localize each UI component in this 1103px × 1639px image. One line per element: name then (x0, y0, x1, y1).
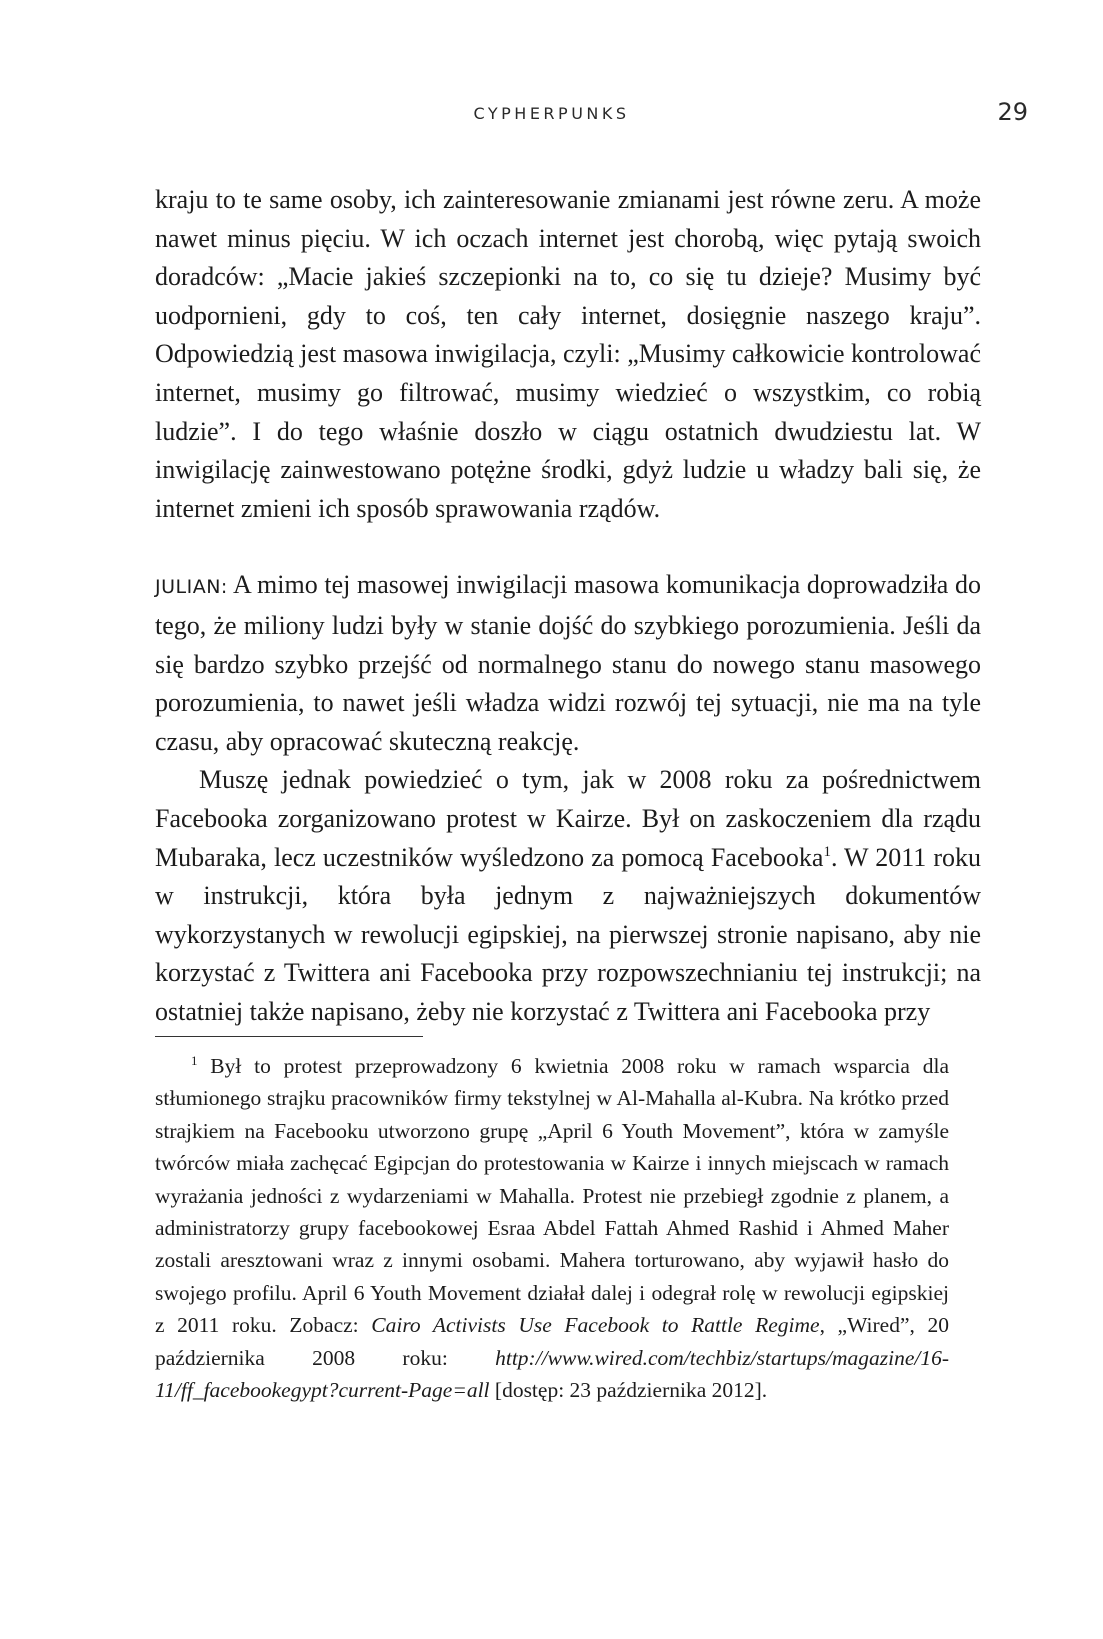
main-text (155, 181, 981, 1031)
footnote-url[interactable]: http://www.wired.com/techbiz/startups/magazine/16-11/ff_facebookegypt?current-Page=all (155, 1345, 949, 1403)
paragraph-3 (155, 761, 981, 1031)
footnote-reference[interactable]: 1 (823, 843, 831, 860)
footnote-text-b: , „Wired”, 20 października 2008 roku: (155, 1313, 949, 1370)
footnote-text-c: [dostęp: 23 października 2012]. (489, 1378, 768, 1403)
footnote-number: 1 (191, 1053, 198, 1068)
footnote-1 (155, 1050, 949, 1406)
footnotes (155, 1050, 949, 1406)
footnote-source-title: Cairo Activists Use Facebook to Rattle Regime (371, 1313, 820, 1338)
footnote-text-a: Był to protest przeprowadzony 6 kwietnia 2008 roku w ramach wsparcia dla stłumionego strajku pracowników firmy tekstylnej w Al-Mahalla al-Kubra. Na krótko przed strajkiem na Facebooku utworzono grupę „April 6 Youth Movement”, która w zamyśle twórców miała zachęcać Egipcjan do protestowania w Kairze i innych miejscach w ramach wyrażania jedności z wydarzeniami w Mahalla. Protest nie przebiegł zgodnie z planem, a administratorzy grupy facebookowej Esraa Abdel Fattah Ahmed Rashid i Ahmed Maher zostali aresztowani wraz z innymi osobami. Mahera torturowano, aby wyjawił hasło do swojego profilu. April 6 Youth Movement działał dalej i odegrał rolę w rewolucji egipskiej z 2011 roku. Zobacz: (155, 1054, 949, 1338)
paragraph-2 (155, 566, 981, 761)
footnote-divider (155, 1036, 423, 1037)
running-header (0, 98, 1103, 134)
page-number: 29 (997, 98, 1028, 126)
paragraph-2-text: A mimo tej masowej inwigilacji masowa komunikacja doprowadziła do tego, że miliony ludzi były w stanie dojść do szybkiego porozumienia. Jeśli da się bardzo szybko przejść od normalnego stanu do nowego stanu masowego porozumienia, to nawet jeśli władza widzi rozwój tej sytuacji, nie ma na tyle czasu, aby opracować skuteczną reakcję. (155, 570, 981, 756)
paragraph-3-text-b: . W 2011 roku w instrukcji, która była jednym z najważniejszych dokumentów wykorzystanych w rewolucji egipskiej, na pierwszej stronie napisano, aby nie korzystać z Twittera ani Facebooka przy rozpowszechnianiu tej instrukcji; na ostatniej także napisano, żeby nie korzystać z Twittera ani Facebooka przy (155, 842, 981, 1026)
paragraph-3-text-a: Muszę jednak powiedzieć o tym, jak w 2008 roku za pośrednictwem Facebooka zorganizowano protest w Kairze. Był on zaskoczeniem dla rządu Mubaraka, lecz uczestników wyśledzono za pomocą Facebooka (155, 765, 981, 872)
speaker-label: JULIAN: (155, 576, 228, 599)
paragraph-1: kraju to te same osoby, ich zainteresowanie zmianami jest równe zeru. A może nawet minus pięciu. W ich oczach internet jest chorobą, więc pytają swoich doradców: „Macie jakieś szczepionki na to, co się tu dzieje? Musimy być uodpornieni, gdy to coś, ten cały internet, dosięgnie naszego kraju”. Odpowiedzią jest masowa inwigilacja, czyli: „Musimy całkowicie kontrolować internet, musimy go filtrować, musimy wiedzieć o wszystkim, co robią ludzie”. I do tego właśnie doszło w ciągu ostatnich dwudziestu lat. W inwigilację zainwestowano potężne środki, gdyż ludzie u władzy bali się, że internet zmieni ich sposób sprawowania rządów. (155, 185, 981, 523)
running-title: CYPHERPUNKS (473, 104, 630, 123)
